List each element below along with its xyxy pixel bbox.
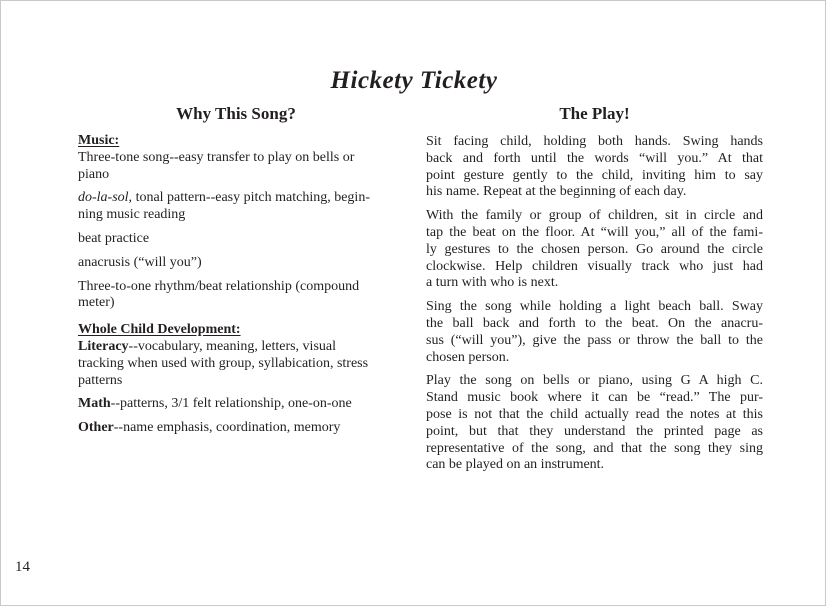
left-column-body [78, 133, 394, 437]
text-line: tap the beat on the floor. At “will you,” all of the fami- [426, 224, 763, 240]
text-line: clockwise. Help children visually track who just had [426, 258, 763, 274]
text-line: tracking when used with group, syllabication, stress [78, 355, 369, 371]
text-line: tonal pattern--easy pitch matching, begin- [132, 190, 370, 206]
the-play-column [426, 104, 763, 481]
math-lead: Math [78, 396, 111, 412]
whole-child-development-block [78, 322, 394, 389]
text-line: the ball back and forth to the beat. On the anacru- [426, 315, 763, 331]
music-label: Music: [78, 133, 120, 148]
text-line: With the family or group of children, sit in circle and [426, 208, 763, 224]
play-paragraph [426, 134, 763, 201]
text-line: Three-tone song--easy transfer to play on bells or [78, 149, 355, 165]
beat-practice-block [78, 231, 394, 248]
text-line: can be played on an instrument. [426, 457, 605, 473]
text-line: Sing the song while holding a light beach ball. Sway [426, 299, 763, 315]
play-paragraph [426, 299, 763, 366]
left-column-heading: Why This Song? [176, 104, 296, 123]
anacrusis-block [78, 255, 394, 272]
text-line: --vocabulary, meaning, letters, visual [128, 338, 336, 354]
text-line: Play the song on bells or piano, using G A high C. [426, 373, 763, 389]
text-line: --patterns, 3/1 felt relationship, one-on-one [110, 396, 352, 412]
text-line: chosen person. [426, 349, 510, 365]
text-line: --name emphasis, coordination, memory [113, 420, 341, 436]
tonal-pattern-block [78, 190, 394, 224]
other-block [78, 420, 394, 437]
text-line: pose is not that the child actually read the notes at this [426, 406, 763, 422]
text-line: back and forth until the words “will you.” At that [426, 150, 763, 166]
math-block [78, 396, 394, 413]
text-line: his name. Repeat at the beginning of each day. [426, 184, 687, 200]
text-line: meter) [78, 295, 115, 311]
page-number: 14 [15, 559, 30, 575]
text-line: Stand music book where it can be “read.” The pur- [426, 390, 763, 406]
literacy-lead: Literacy [78, 338, 129, 354]
text-line: ly gestures to the chosen person. Go around the circle [426, 241, 763, 257]
rhythm-block [78, 279, 394, 313]
two-column-layout [78, 104, 763, 481]
text-line: piano [78, 166, 110, 182]
text-line: point, but that they understand the printed page as [426, 423, 763, 439]
other-lead: Other [78, 420, 114, 436]
text-line: point gesture gently to the child, inviting him to say [426, 167, 763, 183]
text-line: sus (“will you”), give the pass or throw the ball to the [426, 332, 763, 348]
play-paragraphs [426, 134, 763, 474]
right-column-heading: The Play! [559, 104, 630, 123]
text-line: ning music reading [78, 207, 186, 223]
text-line: Three-to-one rhythm/beat relationship (compound [78, 278, 360, 294]
text-line: anacrusis (“will you”) [78, 254, 202, 270]
play-paragraph [426, 373, 763, 474]
text-line: a turn with who is next. [426, 275, 559, 291]
development-label: Whole Child Development: [78, 322, 241, 338]
text-line: representative of the song, and that the song they sing [426, 440, 763, 456]
text-line: patterns [78, 372, 123, 388]
why-this-song-column [78, 104, 394, 481]
page-title: Hickety Tickety [330, 67, 498, 94]
text-line: beat practice [78, 230, 150, 246]
text-line: Sit facing child, holding both hands. Swing hands [426, 134, 763, 149]
music-block [78, 133, 394, 183]
play-paragraph [426, 208, 763, 292]
solfege-lead: do-la-sol, [78, 190, 133, 206]
